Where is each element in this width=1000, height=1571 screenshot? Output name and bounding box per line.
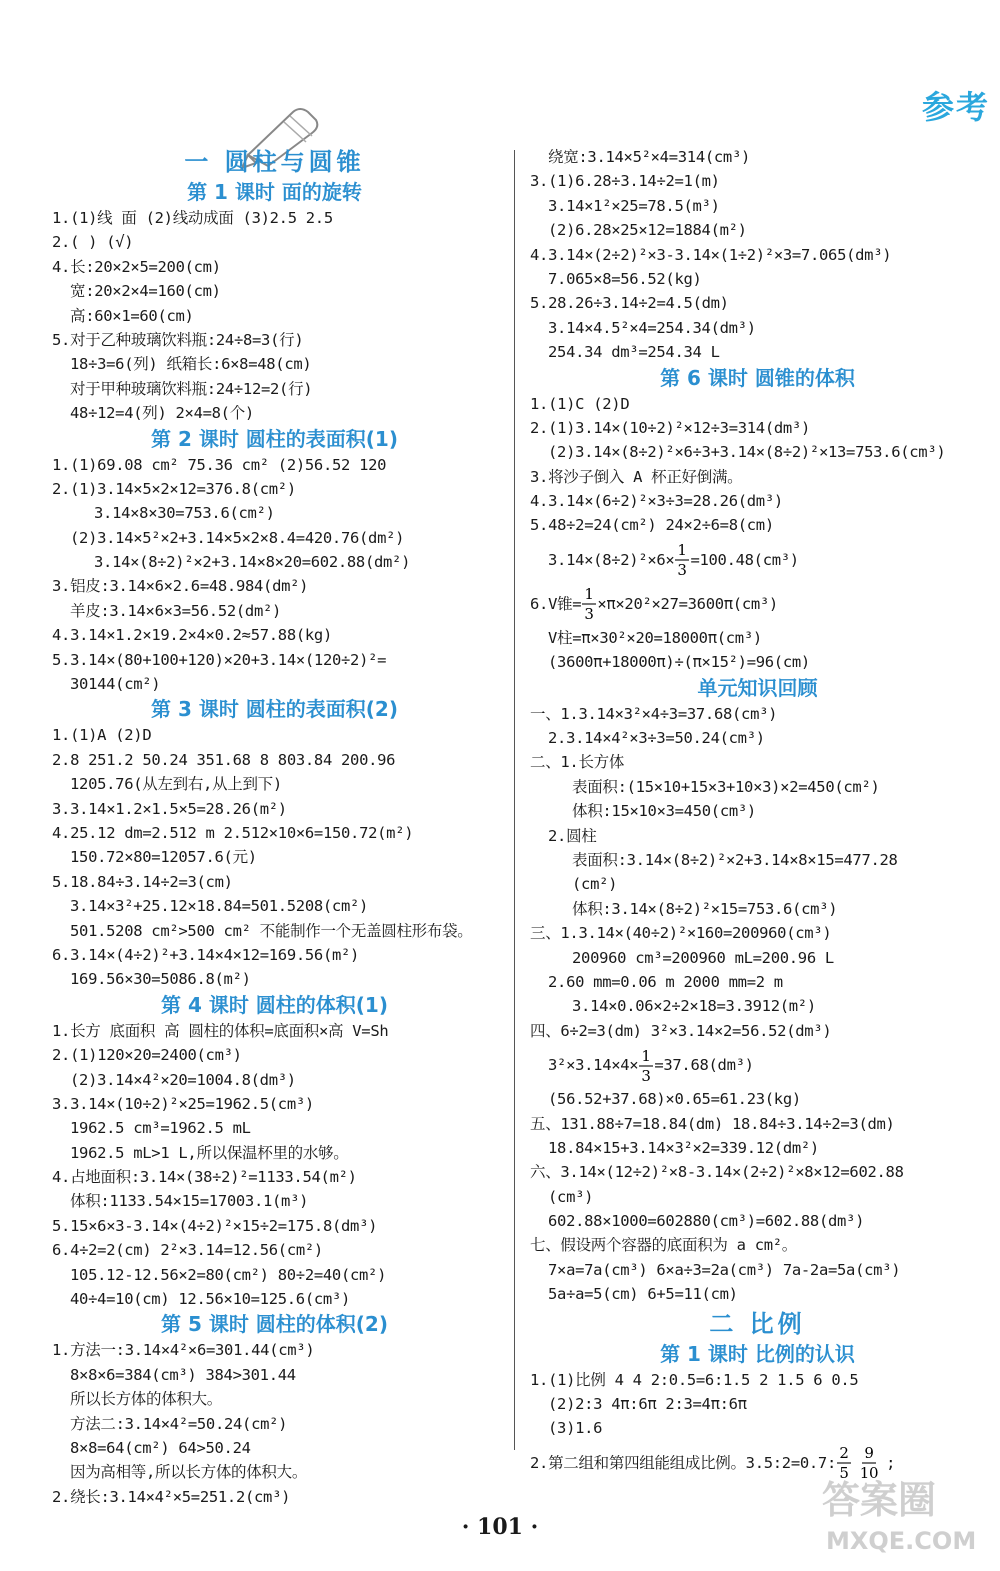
answer-line: (cm³) bbox=[548, 1187, 594, 1206]
answer-line: 一、1.3.14×3²×4÷3=37.68(cm³) bbox=[530, 704, 778, 723]
lesson-heading: 第 3 课时 圆柱的表面积(2) bbox=[150, 697, 398, 722]
text-segment: 3.14×(8÷2)²×6× bbox=[548, 550, 675, 569]
answer-line: 因为高相等,所以长方体的体积大。 bbox=[70, 1463, 308, 1482]
answer-line: 1205.76(从左到右,从上到下) bbox=[70, 775, 282, 794]
answer-line: 2.( ) (√) bbox=[52, 233, 134, 252]
fraction-denominator: 5 bbox=[839, 1464, 849, 1483]
fraction bbox=[674, 540, 690, 580]
answer-line: 7×a=7a(cm³) 6×a÷3=2a(cm³) 7a-2a=5a(cm³) bbox=[548, 1260, 901, 1279]
answer-line: 18÷3=6(列) 纸箱长:6×8=48(cm) bbox=[70, 355, 312, 374]
answer-line: 3.14×1²×25=78.5(m³) bbox=[548, 196, 720, 215]
answer-line: 5.18.84÷3.14÷2=3(cm) bbox=[52, 872, 233, 891]
answer-line: (2)3.14×(8÷2)²×6÷3+3.14×(8÷2)²×13=753.6(cm³) bbox=[548, 443, 946, 462]
fraction-numerator: 1 bbox=[584, 585, 594, 604]
answer-line: 48÷12=4(列) 2×4=8(个) bbox=[70, 404, 254, 423]
answer-line: 对于甲种玻璃饮料瓶:24÷12=2(行) bbox=[70, 379, 313, 398]
lesson-heading: 第 4 课时 圆柱的体积(1) bbox=[160, 992, 388, 1017]
answer-line: 三、1.3.14×(40÷2)²×160=200960(cm³) bbox=[530, 924, 832, 943]
answer-line: 六、3.14×(12÷2)²×8-3.14×(2÷2)²×8×12=602.88 bbox=[530, 1163, 904, 1182]
answer-line: 1.方法一:3.14×4²×6=301.44(cm³) bbox=[52, 1341, 315, 1360]
answer-line: 5a÷a=5(cm) 6+5=11(cm) bbox=[548, 1285, 738, 1304]
answer-line: (cm²) bbox=[572, 875, 618, 894]
answer-line: 254.34 dm³=254.34 L bbox=[548, 343, 720, 362]
answer-line: 150.72×80=12057.6(元) bbox=[70, 848, 257, 867]
fraction bbox=[638, 1046, 654, 1086]
answer-line: 4.长:20×2×5=200(cm) bbox=[52, 257, 221, 276]
answer-line: 2.(1)3.14×5×2×12=376.8(cm²) bbox=[52, 479, 296, 498]
answer-line: 表面积:3.14×(8÷2)²×2+3.14×8×15=477.28 bbox=[572, 850, 898, 869]
answer-line: 3.铝皮:3.14×6×2.6=48.984(dm²) bbox=[52, 577, 309, 596]
answer-line: 1.(1)比例 4 4 2:0.5=6:1.5 2 1.5 6 0.5 bbox=[530, 1370, 859, 1389]
fraction-numerator: 2 bbox=[839, 1444, 849, 1463]
answer-line: 3.14×3²+25.12×18.84=501.5208(cm²) bbox=[70, 897, 369, 916]
lesson-heading: 第 5 课时 圆柱的体积(2) bbox=[160, 1312, 388, 1337]
answer-line: 1.(1)C (2)D bbox=[530, 394, 630, 413]
answer-line: 2.(1)120×20=2400(cm³) bbox=[52, 1046, 242, 1065]
answer-line: 105.12-12.56×2=80(cm²) 80÷2=40(cm²) bbox=[70, 1265, 387, 1284]
answer-line bbox=[530, 582, 985, 626]
text-segment: ; bbox=[877, 1453, 896, 1472]
unit-heading: 一 圆柱与圆锥 bbox=[184, 148, 365, 176]
lesson-heading: 第 1 课时 面的旋转 bbox=[187, 180, 362, 204]
answer-line: 30144(cm²) bbox=[70, 675, 161, 694]
answer-line: 1.(1)A (2)D bbox=[52, 726, 152, 745]
answer-line: (2)2:3 4π:6π 2:3=4π:6π bbox=[548, 1395, 747, 1414]
answer-line: 7.065×8=56.52(kg) bbox=[548, 269, 702, 288]
fraction-numerator: 1 bbox=[641, 1046, 651, 1065]
answer-line: 高:60×1=60(cm) bbox=[70, 306, 194, 325]
answer-line: (2)6.28×25×12=1884(m²) bbox=[548, 221, 747, 240]
answer-line: 1962.5 cm³=1962.5 mL bbox=[70, 1119, 251, 1138]
answer-line: 体积:1133.54×15=17003.1(m³) bbox=[70, 1192, 309, 1211]
answer-line: 2.绕长:3.14×4²×5=251.2(cm³) bbox=[52, 1487, 291, 1506]
answer-line: 1.(1)线 面 (2)线动成面 (3)2.5 2.5 bbox=[52, 209, 333, 227]
answer-line: 表面积:(15×10+15×3+10×3)×2=450(cm²) bbox=[572, 777, 880, 796]
lesson-heading: 第 1 课时 比例的认识 bbox=[660, 1341, 855, 1366]
lesson-heading: 第 2 课时 圆柱的表面积(1) bbox=[150, 426, 398, 451]
answer-line: 四、6÷2=3(dm) 3²×3.14×2=56.52(dm³) bbox=[530, 1021, 832, 1040]
lesson-heading: 第 6 课时 圆锥的体积 bbox=[660, 365, 855, 390]
answer-line: 1962.5 mL>1 L,所以保温杯里的水够。 bbox=[70, 1143, 349, 1162]
text-segment: =37.68(dm³) bbox=[654, 1056, 754, 1075]
fraction-denominator: 3 bbox=[677, 561, 688, 580]
answer-line: 8×8=64(cm²) 64>50.24 bbox=[70, 1438, 251, 1457]
answer-line bbox=[530, 538, 985, 582]
answer-line: 五、131.88÷7=18.84(dm) 18.84÷3.14÷2=3(dm) bbox=[530, 1114, 895, 1133]
answer-line: 501.5208 cm²>500 cm² 不能制作一个无盖圆柱形布袋。 bbox=[70, 921, 473, 940]
answer-line: V柱=π×30²×20=18000π(cm³) bbox=[548, 628, 762, 647]
answer-line: 4.占地面积:3.14×(38÷2)²=1133.54(m²) bbox=[52, 1168, 357, 1187]
answer-line: 2.3.14×4²×3÷3=50.24(cm³) bbox=[548, 729, 765, 748]
answer-line: 602.88×1000=602880(cm³)=602.88(dm³) bbox=[548, 1212, 865, 1231]
answer-line: 5.3.14×(80+100+120)×20+3.14×(120÷2)²= bbox=[52, 650, 387, 669]
answer-line: 169.56×30=5086.8(m²) bbox=[70, 970, 251, 989]
answer-line: 4.3.14×(2÷2)²×3-3.14×(1÷2)²×3=7.065(dm³) bbox=[530, 245, 892, 264]
answer-line: 二、1.长方体 bbox=[530, 753, 625, 772]
answer-line: 3.14×4.5²×4=254.34(dm³) bbox=[548, 318, 756, 337]
text-segment: 3²×3.14×4× bbox=[548, 1056, 639, 1075]
answer-line: 6.4÷2=2(cm) 2²×3.14=12.56(cm²) bbox=[52, 1241, 323, 1260]
answer-line: 3.将沙子倒入 A 杯正好倒满。 bbox=[530, 467, 743, 486]
answer-line: 3.14×0.06×2÷2×18=3.3912(m²) bbox=[572, 997, 816, 1016]
unit-heading: 二 比例 bbox=[709, 1309, 806, 1338]
answer-line: 3.3.14×1.2×1.5×5=28.26(m²) bbox=[52, 799, 287, 818]
watermark-top: 答案圈 bbox=[822, 1478, 937, 1522]
answer-line: (56.52+37.68)×0.65=61.23(kg) bbox=[548, 1090, 801, 1109]
answer-line: 5.15×6×3-3.14×(4÷2)²×15÷2=175.8(dm³) bbox=[52, 1216, 378, 1235]
fraction-numerator: 1 bbox=[677, 541, 688, 560]
answer-line: (2)3.14×4²×20=1004.8(dm³) bbox=[70, 1070, 296, 1089]
answer-line: (3600π+18000π)÷(π×15²)=96(cm) bbox=[548, 653, 810, 672]
fraction-numerator: 9 bbox=[864, 1444, 874, 1463]
text-segment: ×π×20²×27=3600π(cm³) bbox=[597, 594, 778, 613]
answer-line: 2.60 mm=0.06 m 2000 mm=2 m bbox=[548, 972, 783, 991]
answer-line: 5.48÷2=24(cm²) 24×2÷6=8(cm) bbox=[530, 516, 774, 535]
answer-line: 绕宽:3.14×5²×4=314(cm³) bbox=[548, 148, 751, 166]
fraction bbox=[581, 584, 597, 624]
answer-line: 200960 cm³=200960 mL=200.96 L bbox=[572, 948, 834, 967]
column-divider bbox=[514, 150, 515, 1450]
watermark-logo bbox=[812, 1463, 992, 1563]
answer-line: 3.3.14×(10÷2)²×25=1962.5(cm³) bbox=[52, 1094, 314, 1113]
answer-line: 体积:3.14×(8÷2)²×15=753.6(cm³) bbox=[572, 899, 838, 918]
text-segment: 2.第二组和第四组能组成比例。3.5:2=0.7: bbox=[530, 1453, 836, 1472]
answer-line: 2.8 251.2 50.24 351.68 8 803.84 200.96 bbox=[52, 750, 396, 769]
answer-line: 宽:20×2×4=160(cm) bbox=[70, 282, 221, 301]
page-number: · 101 · bbox=[461, 1514, 539, 1540]
answer-line: 1.长方 底面积 高 圆柱的体积=底面积×高 V=Sh bbox=[52, 1021, 389, 1040]
answer-line: (3)1.6 bbox=[548, 1419, 603, 1438]
answer-line: 2.圆柱 bbox=[548, 826, 597, 845]
text-segment: =100.48(cm³) bbox=[690, 550, 799, 569]
section-tag: 参考 bbox=[921, 88, 990, 126]
lesson-heading: 单元知识回顾 bbox=[697, 675, 818, 700]
answer-line bbox=[530, 1043, 985, 1087]
answer-line: 2.(1)3.14×(10÷2)²×12÷3=314(dm³) bbox=[530, 418, 810, 437]
watermark-bottom: MXQE.COM bbox=[826, 1527, 977, 1555]
answer-line: 4.3.14×1.2×19.2×4×0.2≈57.88(kg) bbox=[52, 626, 332, 645]
fraction-denominator: 3 bbox=[641, 1066, 651, 1085]
answer-line: 3.(1)6.28÷3.14÷2=1(m) bbox=[530, 172, 720, 191]
answer-line: 羊皮:3.14×6×3=56.52(dm²) bbox=[70, 601, 282, 620]
answer-line: 3.14×8×30=753.6(cm²) bbox=[94, 504, 275, 523]
left-column bbox=[52, 145, 497, 1509]
answer-line: 4.25.12 dm=2.512 m 2.512×10×6=150.72(m²) bbox=[52, 823, 414, 842]
answer-line: 6.3.14×(4÷2)²+3.14×4×12=169.56(m²) bbox=[52, 945, 360, 964]
answer-line: 3.14×(8÷2)²×2+3.14×8×20=602.88(dm²) bbox=[94, 553, 411, 572]
answer-line: 七、假设两个容器的底面积为 a cm²。 bbox=[530, 1236, 797, 1255]
answer-line: 5.28.26÷3.14÷2=4.5(dm) bbox=[530, 294, 729, 313]
fraction-denominator: 3 bbox=[584, 605, 594, 624]
answer-line: 体积:15×10×3=450(cm³) bbox=[572, 802, 756, 821]
answer-line: 40÷4=10(cm) 12.56×10=125.6(cm³) bbox=[70, 1290, 350, 1309]
answer-line: (2)3.14×5²×2+3.14×5×2×8.4=420.76(dm²) bbox=[70, 528, 405, 547]
text-segment: 6.V锥= bbox=[530, 594, 582, 613]
answer-line: 1.(1)69.08 cm² 75.36 cm² (2)56.52 120 bbox=[52, 455, 387, 474]
answer-line: 5.对于乙种玻璃饮料瓶:24÷8=3(行) bbox=[52, 330, 304, 349]
right-column bbox=[530, 145, 985, 1485]
answer-line: 8×8×6=384(cm³) 384>301.44 bbox=[70, 1365, 296, 1384]
answer-line: 所以长方体的体积大。 bbox=[70, 1390, 223, 1409]
answer-line: 4.3.14×(6÷2)²×3÷3=28.26(dm³) bbox=[530, 492, 783, 511]
answer-line: 18.84×15+3.14×3²×2=339.12(dm²) bbox=[548, 1138, 819, 1157]
answer-line: 方法二:3.14×4²=50.24(cm²) bbox=[70, 1414, 288, 1433]
fraction-denominator: 10 bbox=[859, 1464, 879, 1483]
